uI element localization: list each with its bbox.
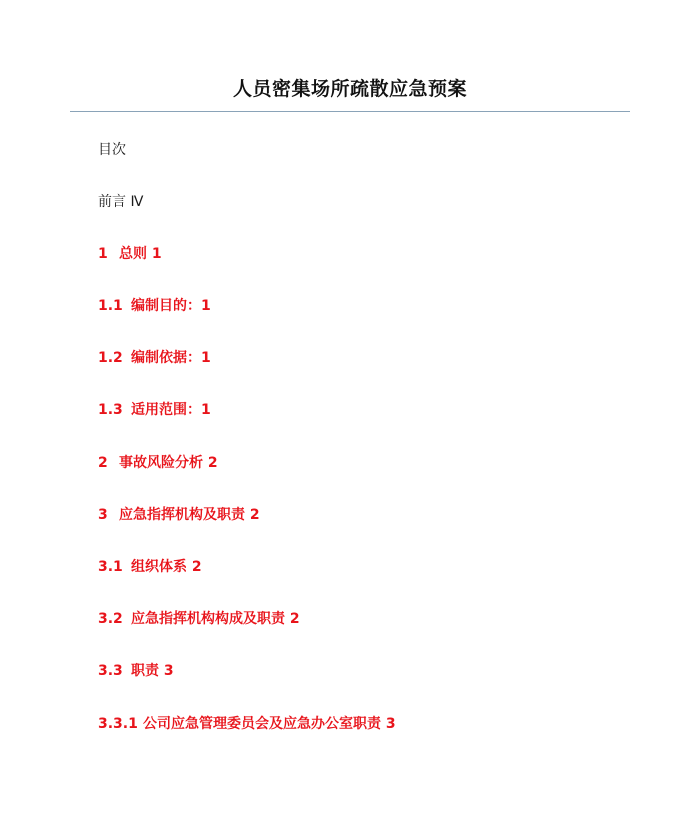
toc-entry-1-3[interactable]: [98, 400, 211, 420]
toc-entry-number: 3.3.1: [98, 716, 138, 732]
toc-entry-number: 1.1: [98, 298, 123, 314]
toc-entry-1-1[interactable]: [98, 296, 211, 316]
toc-entry-text: 总则 1: [119, 246, 162, 262]
toc-heading: 目次: [98, 142, 126, 158]
toc-entry-text: 公司应急管理委员会及应急办公室职责 3: [143, 716, 396, 732]
toc-entry-1-2[interactable]: [98, 348, 211, 368]
title-divider: [70, 111, 630, 112]
toc-entry-text: 组织体系 2: [131, 559, 202, 575]
toc-entry-text: 适用范围：1: [131, 402, 211, 418]
toc-entry-number: 1.3: [98, 402, 123, 418]
toc-preface: 前言 Ⅳ: [98, 194, 144, 210]
toc-entry-3-3[interactable]: [98, 661, 174, 681]
toc-entry-2[interactable]: [98, 453, 218, 473]
toc-entry-number: 3: [98, 507, 108, 523]
toc-entry-text: 应急指挥机构及职责 2: [119, 507, 260, 523]
toc-entry-number: 1: [98, 246, 108, 262]
toc-entry-3-2[interactable]: [98, 609, 300, 629]
toc-entry-1[interactable]: [98, 244, 162, 264]
toc-entry-number: 3.1: [98, 559, 123, 575]
toc-entry-number: 3.2: [98, 611, 123, 627]
toc-entry-number: 1.2: [98, 350, 123, 366]
toc-entry-text: 编制依据：1: [131, 350, 211, 366]
toc-entry-number: 3.3: [98, 663, 123, 679]
toc-entry-number: 2: [98, 455, 108, 471]
toc-entry-3-3-1[interactable]: [98, 714, 396, 734]
toc-entry-text: 编制目的：1: [131, 298, 211, 314]
toc-entry-3-1[interactable]: [98, 557, 202, 577]
toc-entry-text: 应急指挥机构构成及职责 2: [131, 611, 300, 627]
toc-entry-3[interactable]: [98, 505, 260, 525]
document-title: 人员密集场所疏散应急预案: [232, 78, 467, 100]
toc-entry-text: 事故风险分析 2: [119, 455, 218, 471]
toc-entry-text: 职责 3: [131, 663, 174, 679]
